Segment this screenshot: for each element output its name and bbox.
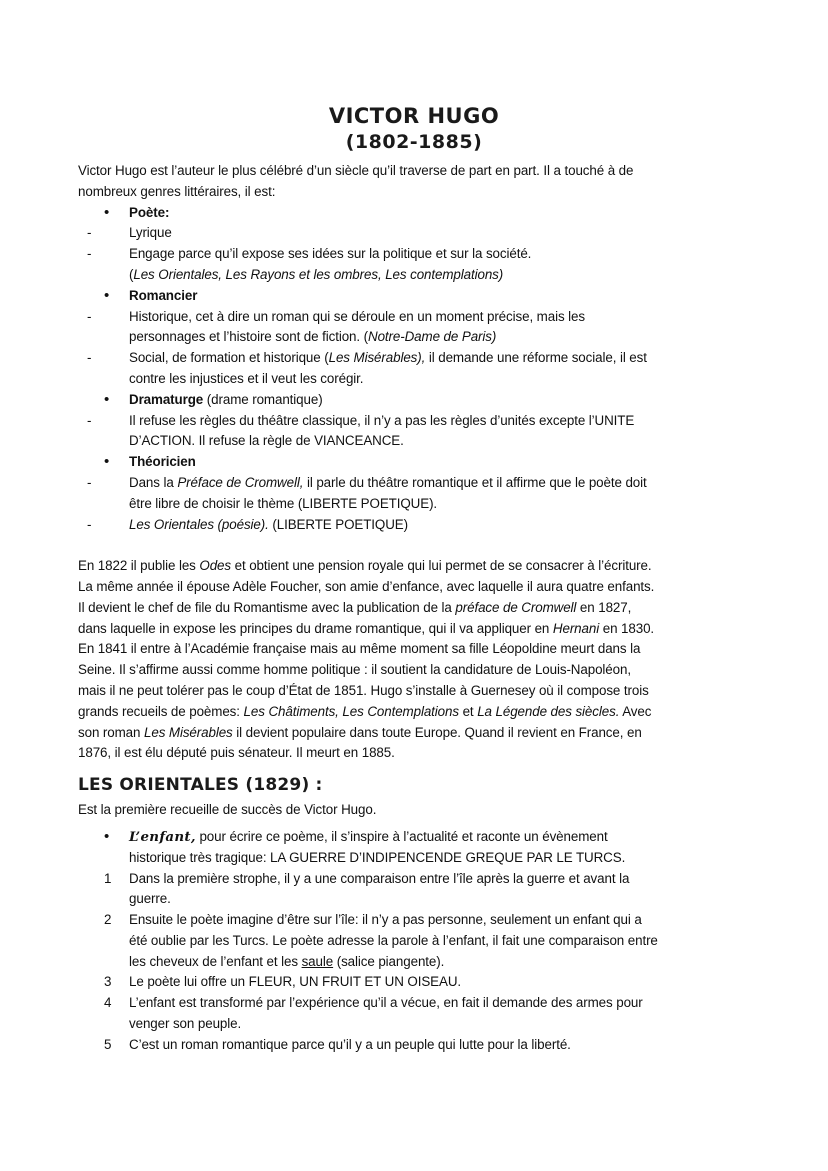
dash-marker: -: [87, 308, 92, 324]
text-segment: guerre.: [129, 891, 171, 907]
text-segment: il demande une réforme sociale, il est: [425, 350, 647, 366]
text-segment: il parle du théâtre romantique et il affirme que le poète doit: [303, 474, 647, 490]
line-text: [78, 639, 640, 660]
number-marker: 4: [104, 995, 112, 1011]
text-segment: Engage parce qu’il expose ses idées sur la politique et sur la société.: [129, 246, 532, 262]
paragraph-line: [78, 639, 768, 660]
list-item-line: [78, 348, 768, 369]
list-item-line: [78, 369, 768, 390]
italic-text: Notre-Dame de Paris): [368, 329, 497, 345]
line-text: [78, 770, 323, 800]
text-segment: en 1830.: [599, 620, 655, 636]
list-item-line: [78, 889, 768, 910]
document-title: VICTOR HUGO: [328, 104, 500, 128]
text-segment: il devient populaire dans toute Europe. Quand il revient en France, en: [232, 724, 642, 740]
dash-marker: -: [87, 474, 92, 490]
list-item-line: [78, 848, 768, 869]
line-text: [129, 869, 629, 890]
text-segment: et: [458, 703, 478, 719]
line-text: [129, 286, 197, 307]
text-segment: Avec: [619, 703, 652, 719]
section-heading: [78, 770, 768, 800]
italic-text: Préface de Cromwell,: [177, 474, 304, 490]
line-text: [78, 619, 654, 640]
text-segment: Ensuite le poète imagine d’être sur l’île: il n’y a pas personne, seulement un enfant qui a: [129, 912, 642, 928]
list-item-line: [78, 244, 768, 265]
number-marker: 2: [104, 912, 112, 928]
text-segment: Victor Hugo est l’auteur le plus célébré d’un siècle qu’il traverse de part en part. Il a touché à de: [78, 163, 634, 178]
line-text: [129, 972, 461, 993]
text-segment: (salice piangente).: [333, 953, 445, 969]
text-segment: en 1827,: [576, 599, 632, 615]
poem-title: L’enfant,: [129, 828, 196, 845]
line-text: [129, 494, 437, 515]
text-segment: Seine. Il s’affirme aussi comme homme politique : il soutient la candidature de Louis-Napoléon,: [78, 662, 631, 678]
line-text: [78, 556, 652, 577]
document-dates: (1802-1885): [345, 131, 483, 153]
italic-text: Les Misérables),: [328, 350, 426, 366]
list-item-line: [78, 390, 768, 411]
line-text: [78, 598, 631, 619]
paragraph-line: [78, 723, 768, 744]
dash-marker: -: [87, 350, 92, 366]
paragraph-line: [78, 556, 768, 577]
line-text: [129, 931, 658, 952]
number-marker: 3: [104, 974, 112, 990]
line-text: [129, 515, 408, 536]
text-segment: Le poète lui offre un FLEUR, UN FRUIT ET UN OISEAU.: [129, 974, 462, 990]
text-segment: Est la première recueille de succès de Victor Hugo.: [78, 802, 377, 818]
text-segment: être libre de choisir le thème (LIBERTE POETIQUE).: [129, 495, 438, 511]
spacer: [78, 535, 768, 556]
underlined-text: saule: [301, 953, 334, 969]
line-text: [129, 952, 444, 973]
line-text: [129, 1035, 571, 1056]
list-item-line: [78, 993, 768, 1014]
list-item-line: [78, 1014, 768, 1035]
dash-marker: -: [87, 412, 92, 428]
text-segment: mais il ne peut tolérer pas le coup d’État de 1851. Hugo s’installe à Guernesey où il compose trois: [78, 682, 649, 698]
list-item-line: [78, 931, 768, 952]
bullet-marker: •: [104, 390, 110, 408]
list-item-line: [78, 827, 768, 848]
line-text: [129, 265, 503, 286]
line-text: [78, 161, 633, 182]
italic-text: Hernani: [552, 620, 600, 636]
dash-marker: -: [87, 246, 92, 262]
list-item-line: [78, 203, 768, 224]
list-item-line: [78, 869, 768, 890]
text-segment: grands recueils de poèmes:: [78, 703, 244, 719]
bold-text: Romancier: [129, 287, 198, 303]
text-segment: personnages et l’histoire sont de fiction. (: [129, 329, 368, 345]
document-body: [78, 161, 768, 1056]
dash-marker: -: [87, 225, 92, 241]
number-marker: 5: [104, 1036, 112, 1052]
text-segment: (: [129, 266, 134, 282]
line-text: [78, 723, 642, 744]
list-item-line: [78, 223, 768, 244]
text-segment: été oublie par les Turcs. Le poète adresse la parole à l’enfant, il fait une comparaison entre: [129, 932, 658, 948]
text-segment: 1876, il est élu député puis sénateur. Il meurt en 1885.: [78, 745, 395, 761]
list-item-line: [78, 1035, 768, 1056]
paragraph-line: [78, 619, 768, 640]
text-segment: Lyrique: [129, 225, 172, 241]
text-segment: nombreux genres littéraires, il est:: [78, 183, 276, 199]
line-text: [129, 348, 647, 369]
line-text: [78, 681, 649, 702]
text-segment: les cheveux de l’enfant et les: [129, 953, 302, 969]
paragraph-line: [78, 800, 768, 821]
paragraph-line: [78, 161, 768, 182]
italic-text: préface de Cromwell: [455, 599, 577, 615]
dash-marker: -: [87, 516, 92, 532]
list-item-line: [78, 286, 768, 307]
bullet-marker: •: [104, 203, 110, 221]
bold-text: Théoricien: [129, 454, 196, 470]
text-segment: LES ORIENTALES (1829) :: [78, 775, 323, 796]
line-text: [129, 473, 647, 494]
italic-text: Odes: [199, 558, 231, 574]
italic-text: La Légende des siècles.: [477, 703, 620, 719]
text-segment: En 1841 il entre à l’Académie française mais au même moment sa fille Léopoldine meurt dans la: [78, 641, 641, 657]
line-text: [129, 993, 643, 1014]
bold-text: Dramaturge: [129, 391, 204, 407]
list-item-line: [78, 411, 768, 432]
list-item-line: [78, 910, 768, 931]
text-segment: L’enfant est transformé par l’expérience qu’il a vécue, en fait il demande des armes pour: [129, 995, 643, 1011]
text-segment: Historique, cet à dire un roman qui se déroule en un moment précise, mais les: [129, 308, 585, 324]
text-segment: (drame romantique): [203, 391, 323, 407]
text-segment: C’est un roman romantique parce qu’il y a un peuple qui lutte pour la liberté.: [129, 1036, 571, 1052]
italic-text: Les Châtiments, Les Contemplations: [243, 703, 459, 719]
bullet-marker: •: [104, 286, 110, 304]
text-segment: son roman: [78, 724, 144, 740]
bullet-marker: •: [104, 827, 110, 845]
text-segment: contre les injustices et il veut les corégir.: [129, 370, 364, 386]
text-segment: historique très tragique: LA GUERRE D’INDIPENCENDE GREQUE PAR LE TURCS.: [129, 849, 626, 865]
text-segment: et obtient une pension royale qui lui permet de se consacrer à l’écriture.: [231, 558, 652, 574]
line-text: [129, 910, 642, 931]
italic-text: Les Misérables: [144, 724, 233, 740]
text-segment: Dans la: [129, 474, 178, 490]
paragraph-line: [78, 743, 768, 764]
text-segment: venger son peuple.: [129, 1016, 242, 1032]
line-text: [78, 577, 654, 598]
text-segment: Il refuse les règles du théâtre classique, il n’y a pas les règles d’unités excepte l’UNITE: [129, 412, 635, 428]
text-segment: Social, de formation et historique (: [129, 350, 329, 366]
paragraph-line: [78, 182, 768, 203]
list-item-line: [78, 265, 768, 286]
line-text: [129, 827, 608, 848]
list-item-line: [78, 452, 768, 473]
paragraph-line: [78, 681, 768, 702]
list-item-line: [78, 515, 768, 536]
text-segment: Il devient le chef de file du Romantisme avec la publication de la: [78, 599, 456, 615]
line-text: [129, 1014, 241, 1035]
line-text: [129, 244, 531, 265]
line-text: [129, 889, 171, 910]
list-item-line: [78, 431, 768, 452]
paragraph-line: [78, 660, 768, 681]
line-text: [78, 800, 376, 821]
line-text: [129, 411, 634, 432]
line-text: [129, 307, 585, 328]
paragraph-line: [78, 702, 768, 723]
line-text: [129, 327, 496, 348]
line-text: [129, 848, 625, 869]
line-text: [78, 660, 631, 681]
list-item-line: [78, 327, 768, 348]
text-segment: La même année il épouse Adèle Foucher, son amie d’enfance, avec laquelle il aura quatre enfants.: [78, 578, 655, 594]
line-text: [78, 182, 275, 203]
line-text: [78, 702, 651, 723]
text-segment: D’ACTION. Il refuse la règle de VIANCEANCE.: [129, 433, 404, 449]
list-item-line: [78, 307, 768, 328]
text-segment: pour écrire ce poème, il s’inspire à l’actualité et raconte un évènement: [195, 828, 608, 844]
text-segment: dans laquelle in expose les principes du drame romantique, qui il va appliquer en: [78, 620, 553, 636]
list-item-line: [78, 494, 768, 515]
italic-text: Les Orientales (poésie).: [129, 516, 269, 532]
italic-text: Les Orientales, Les Rayons et les ombres, Les contemplations): [133, 266, 504, 282]
line-text: [129, 369, 363, 390]
bold-text: Poète:: [129, 204, 170, 220]
number-marker: 1: [104, 870, 112, 886]
line-text: [129, 390, 323, 411]
list-item-line: [78, 972, 768, 993]
line-text: [129, 431, 404, 452]
text-segment: (LIBERTE POETIQUE): [268, 516, 408, 532]
text-segment: Dans la première strophe, il y a une comparaison entre l’île après la guerre et avant la: [129, 870, 630, 886]
paragraph-line: [78, 598, 768, 619]
bullet-marker: •: [104, 453, 110, 471]
list-item-line: [78, 473, 768, 494]
text-segment: En 1822 il publie les: [78, 558, 200, 574]
line-text: [129, 452, 196, 473]
list-item-line: [78, 952, 768, 973]
paragraph-line: [78, 577, 768, 598]
line-text: [129, 203, 169, 224]
line-text: [78, 743, 395, 764]
line-text: [129, 223, 172, 244]
